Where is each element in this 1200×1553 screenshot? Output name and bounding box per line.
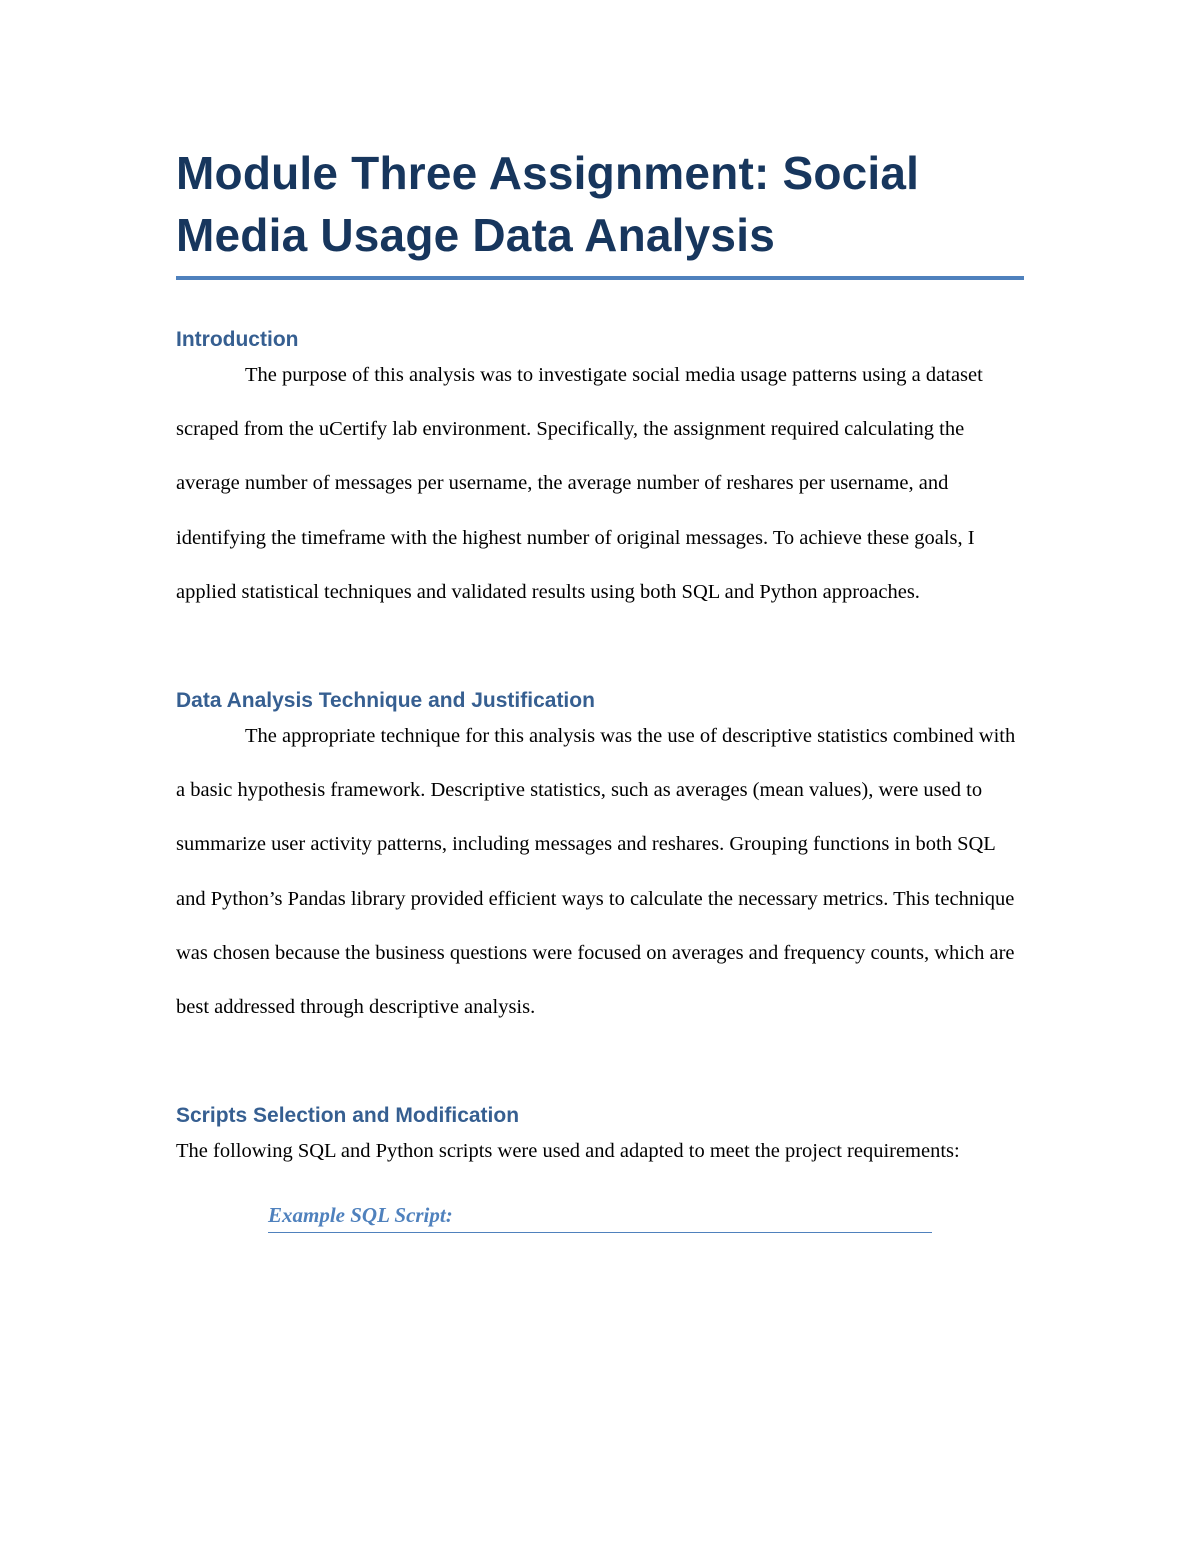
technique-paragraph: The appropriate technique for this analysis was the use of descriptive statistics combined with a basic hypothesis framework. Descriptive statistics, such as averages (mean values), were used to summarize user activity patterns, including messages and reshares. Grouping functions in both SQL and Python’s Pandas library provided efficient ways to calculate the necessary metrics. This technique was chosen because the business questions were focused on averages and frequency counts, which are best addressed through descriptive analysis.	[176, 725, 1016, 1019]
section-heading-scripts: Scripts Selection and Modification	[176, 1104, 520, 1128]
scripts-paragraph: The following SQL and Python scripts were used and adapted to meet the project requirements:	[176, 1140, 960, 1163]
example-sql-label: Example SQL Script:	[268, 1200, 932, 1233]
section-heading-introduction: Introduction	[176, 328, 299, 351]
section-heading-technique: Data Analysis Technique and Justification	[176, 689, 595, 713]
introduction-paragraph: The purpose of this analysis was to investigate social media usage patterns using a dataset scraped from the uCertify lab environment. Specifically, the assignment required calculating the average number of messages per username, the average number of reshares per username, and identifying the timeframe with the highest number of original messages. To achieve these goals, I applied statistical techniques and validated results using both SQL and Python approaches.	[176, 364, 983, 603]
document-title: Module Three Assignment: Social Media Usage Data Analysis	[176, 142, 1024, 280]
document-body	[176, 142, 1024, 1233]
example-sql-block	[268, 1200, 932, 1233]
